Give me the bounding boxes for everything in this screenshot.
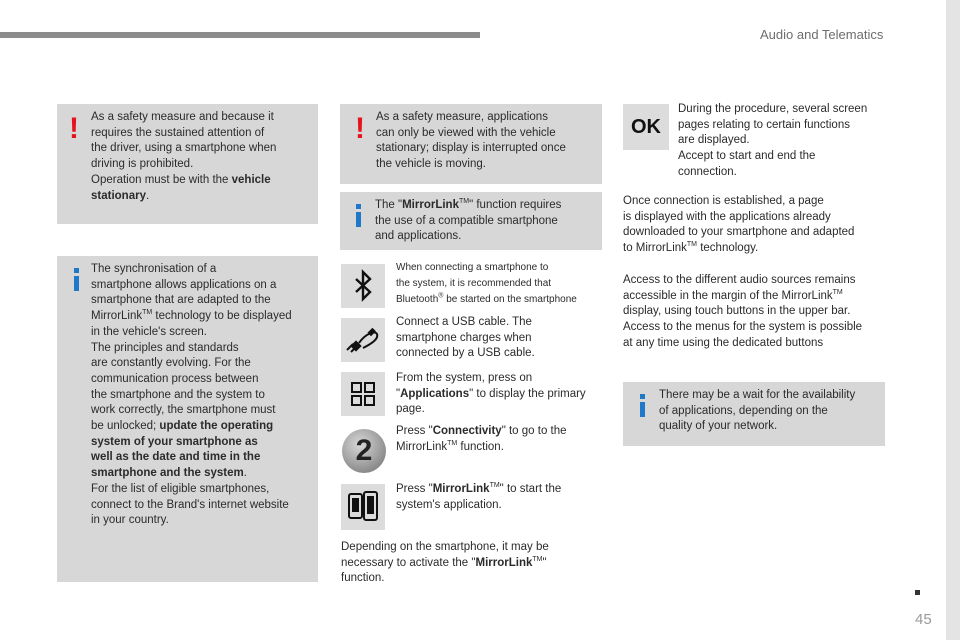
display-warning-box bbox=[340, 104, 602, 184]
usb-step-text bbox=[396, 315, 535, 362]
info-icon bbox=[356, 204, 361, 227]
connectivity-step-text bbox=[396, 424, 567, 455]
section-title: Audio and Telematics bbox=[760, 27, 884, 42]
body-text: accessible in the margin of the MirrorLink™ bbox=[623, 288, 843, 302]
step-text: Connect a USB cable. The bbox=[396, 316, 532, 328]
info-text: The "MirrorLink™" function requires bbox=[375, 198, 562, 211]
step-text: From the system, press on bbox=[396, 372, 533, 384]
warning-text: stationary. bbox=[91, 189, 150, 202]
info-text: are constantly evolving. For the bbox=[91, 357, 251, 370]
page-number: 45 bbox=[915, 611, 932, 628]
note-text: function. bbox=[341, 572, 385, 585]
body-text: is displayed with the applications already bbox=[623, 210, 831, 223]
info-text: smartphone allows applications on a bbox=[91, 278, 277, 291]
info-text: well as the date and time in the bbox=[91, 451, 261, 464]
info-text: The principles and standards bbox=[91, 341, 239, 354]
step-text: are displayed. bbox=[678, 134, 750, 147]
step-text: the system, it is recommended that bbox=[396, 278, 552, 289]
step-text: page. bbox=[396, 403, 425, 416]
info-text: smartphone that are adapted to the bbox=[91, 294, 271, 307]
safety-warning-box bbox=[57, 104, 318, 224]
mirrorlink-requirement-box bbox=[340, 192, 602, 250]
warning-text: requires the sustained attention of bbox=[91, 126, 265, 139]
mirrorlink-icon bbox=[341, 484, 385, 530]
step-text: Press "Connectivity" to go to the bbox=[396, 425, 567, 437]
bluetooth-step-text bbox=[396, 260, 577, 308]
info-text: For the list of eligible smartphones, bbox=[91, 482, 270, 495]
body-text: Access to the different audio sources remains bbox=[623, 274, 856, 286]
page-marker bbox=[915, 590, 920, 595]
info-icon bbox=[640, 394, 645, 417]
info-text: There may be a wait for the availability bbox=[659, 389, 856, 401]
info-text: system of your smartphone as bbox=[91, 435, 258, 448]
step-text: MirrorLink™ function. bbox=[396, 439, 504, 453]
warning-text: the vehicle is moving. bbox=[376, 158, 486, 171]
step-text: connected by a USB cable. bbox=[396, 347, 535, 360]
connection-paragraph bbox=[623, 194, 854, 257]
synchronisation-info-box bbox=[57, 256, 318, 582]
ok-icon: OK bbox=[623, 104, 669, 150]
applications-step-text bbox=[396, 371, 586, 418]
info-text: work correctly, the smartphone must bbox=[91, 404, 276, 417]
info-text: smartphone and the system. bbox=[91, 467, 247, 480]
step-text: smartphone charges when bbox=[396, 331, 532, 344]
body-text: Once connection is established, a page bbox=[623, 195, 824, 207]
info-text: be unlocked; update the operating bbox=[91, 420, 274, 433]
warning-text: can only be viewed with the vehicle bbox=[376, 126, 556, 139]
info-text: in the vehicle's screen. bbox=[91, 325, 207, 338]
warning-text: the driver, using a smartphone when bbox=[91, 142, 277, 155]
info-text: and applications. bbox=[375, 230, 462, 243]
access-paragraph bbox=[623, 273, 862, 352]
info-text: in your country. bbox=[91, 514, 169, 527]
warning-text: As a safety measure and because it bbox=[91, 111, 274, 123]
warning-text: stationary; display is interrupted once bbox=[376, 142, 566, 155]
step-number-label: 2 bbox=[355, 434, 373, 467]
info-text: quality of your network. bbox=[659, 420, 778, 433]
info-text: the use of a compatible smartphone bbox=[375, 214, 558, 227]
info-text: The synchronisation of a bbox=[91, 263, 217, 275]
step-text: connection. bbox=[678, 165, 737, 178]
step-text: system's application. bbox=[396, 498, 502, 511]
warning-icon: ! bbox=[69, 112, 79, 145]
info-text: of applications, depending on the bbox=[659, 404, 828, 417]
body-text: to MirrorLink™ technology. bbox=[623, 241, 759, 255]
info-text: communication process between bbox=[91, 372, 259, 385]
note-text: necessary to activate the "MirrorLink™" bbox=[341, 555, 547, 569]
body-text: Access to the menus for the system is possible bbox=[623, 321, 863, 334]
step-text: Press "MirrorLink™" to start the bbox=[396, 482, 562, 495]
note-text: Depending on the smartphone, it may be bbox=[341, 541, 549, 553]
warning-text: driving is prohibited. bbox=[91, 158, 194, 171]
warning-text: As a safety measure, applications bbox=[376, 111, 548, 123]
availability-info-box bbox=[623, 382, 885, 446]
step-text: pages relating to certain functions bbox=[678, 118, 850, 131]
page-edge-strip bbox=[946, 0, 960, 640]
step-text: Bluetooth® be started on the smartphone bbox=[396, 292, 577, 305]
info-icon bbox=[74, 268, 79, 291]
body-text: at any time using the dedicated buttons bbox=[623, 336, 824, 349]
step-text: "Applications" to display the primary bbox=[396, 387, 586, 400]
body-text: display, using touch buttons in the upper bar. bbox=[623, 305, 851, 318]
bluetooth-icon bbox=[341, 264, 385, 308]
step-text: When connecting a smartphone to bbox=[396, 262, 549, 273]
ok-step-text bbox=[678, 102, 867, 181]
warning-text: Operation must be with the vehicle bbox=[91, 173, 271, 186]
info-text: MirrorLink™ technology to be displayed bbox=[91, 309, 292, 323]
applications-grid-icon bbox=[341, 372, 385, 416]
number-2-icon bbox=[341, 426, 387, 476]
activation-note bbox=[341, 540, 549, 587]
usb-cable-icon bbox=[341, 318, 385, 362]
warning-icon: ! bbox=[355, 112, 365, 145]
info-text: the smartphone and the system to bbox=[91, 388, 265, 401]
mirrorlink-step-text bbox=[396, 482, 561, 513]
step-text: During the procedure, several screen bbox=[678, 103, 868, 115]
header-rule bbox=[0, 32, 480, 38]
body-text: downloaded to your smartphone and adapted bbox=[623, 226, 855, 239]
info-text: connect to the Brand's internet website bbox=[91, 498, 289, 511]
step-text: Accept to start and end the bbox=[678, 150, 816, 163]
